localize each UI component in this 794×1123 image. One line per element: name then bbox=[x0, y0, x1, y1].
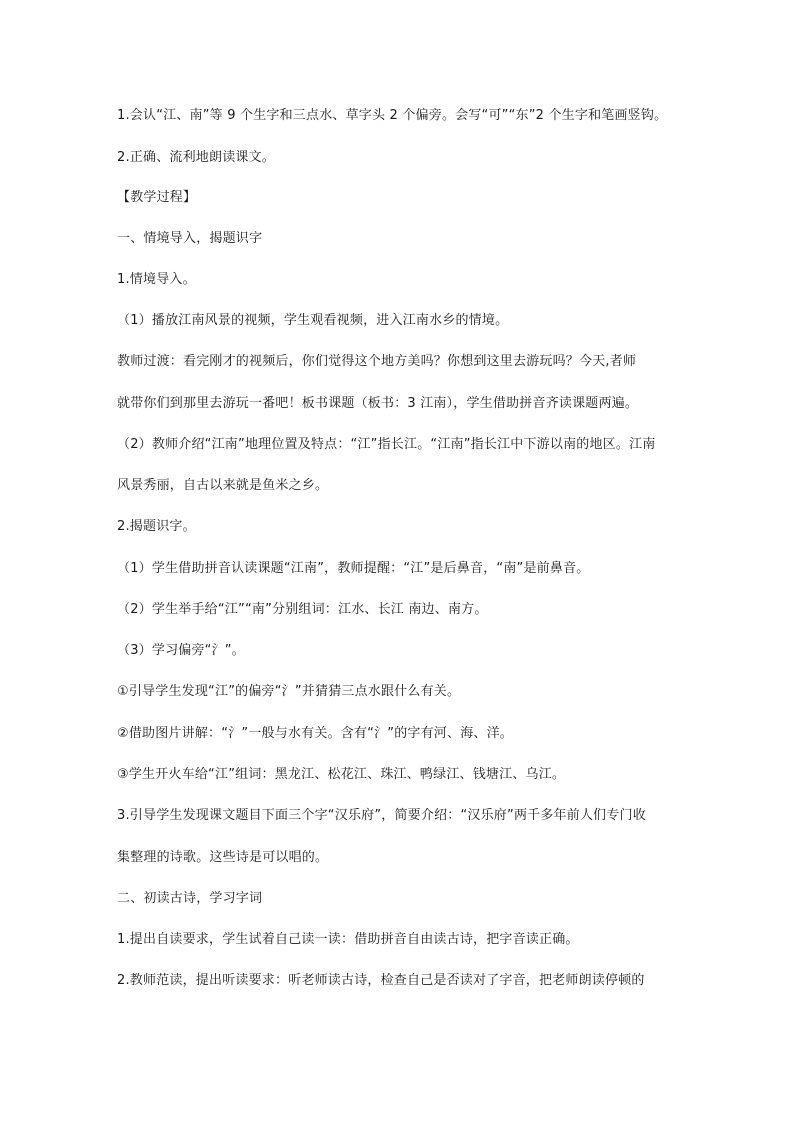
step-3-line-1: 3.引导学生发现课文题目下面三个字“汉乐府”，简要介绍：“汉乐府”两千多年前人们专门收 bbox=[117, 808, 646, 823]
step-1-heading: 1.情境导入。 bbox=[117, 272, 196, 287]
part-2-step-1: 1.提出自读要求，学生试着自己读一读：借助拼音自由读古诗，把字音读正确。 bbox=[117, 932, 579, 947]
radical-point-3: ③学生开火车给“江”组词：黑龙江、松花江、珠江、鸭绿江、钱塘江、乌江。 bbox=[117, 767, 566, 782]
step-3-line-2: 集整理的诗歌。这些诗是可以唱的。 bbox=[117, 850, 329, 865]
step-1-item-2-line-1: （2）教师介绍“江南”地理位置及特点：“江”指长江。“江南”指长江中下游以南的地区。江南 bbox=[117, 437, 656, 452]
step-2-heading: 2.揭题识字。 bbox=[117, 519, 196, 534]
step-2-item-2: （2）学生举手给“江”“南”分别组词：江水、长江 南边、南方。 bbox=[117, 602, 488, 617]
objective-2: 2.正确、流利地朗读课文。 bbox=[117, 150, 276, 165]
part-2-heading: 二、初读古诗，学习字词 bbox=[117, 891, 263, 906]
teacher-transition-line-1: 教师过渡：看完刚才的视频后，你们觉得这个地方美吗？你想到这里去游玩吗？今天,者师 bbox=[117, 354, 637, 369]
step-1-item-2-line-2: 风景秀丽，自古以来就是鱼米之乡。 bbox=[117, 478, 329, 493]
radical-point-1: ①引导学生发现“江”的偏旁“氵”并猜猜三点水跟什么有关。 bbox=[117, 684, 461, 699]
teacher-transition-line-2: 就带你们到那里去游玩一番吧！板书课题（板书：3 江南），学生借助拼音齐读课题两遍。 bbox=[117, 396, 639, 411]
step-2-item-1: （1）学生借助拼音认读课题“江南”，教师提醒：“江”是后鼻音，“南”是前鼻音。 bbox=[117, 561, 590, 576]
part-1-heading: 一、情境导入，揭题识字 bbox=[117, 231, 263, 246]
objective-1: 1.会认“江、南”等 9 个生字和三点水、草字头 2 个偏旁。会写“可”“东”2 个生字和笔画竖钩。 bbox=[117, 108, 668, 123]
part-2-step-2: 2.教师范读，提出听读要求：听老师读古诗，检查自己是否读对了字音，把老师朗读停顿的 bbox=[117, 973, 645, 988]
step-1-item-1: （1）播放江南风景的视频，学生观看视频，进入江南水乡的情境。 bbox=[117, 313, 509, 328]
step-2-item-3: （3）学习偏旁“氵”。 bbox=[117, 643, 245, 658]
section-heading-teaching-process: 【教学过程】 bbox=[117, 190, 197, 205]
radical-point-2: ②借助图片讲解：“氵”一般与水有关。含有“氵”的字有河、海、洋。 bbox=[117, 726, 513, 741]
